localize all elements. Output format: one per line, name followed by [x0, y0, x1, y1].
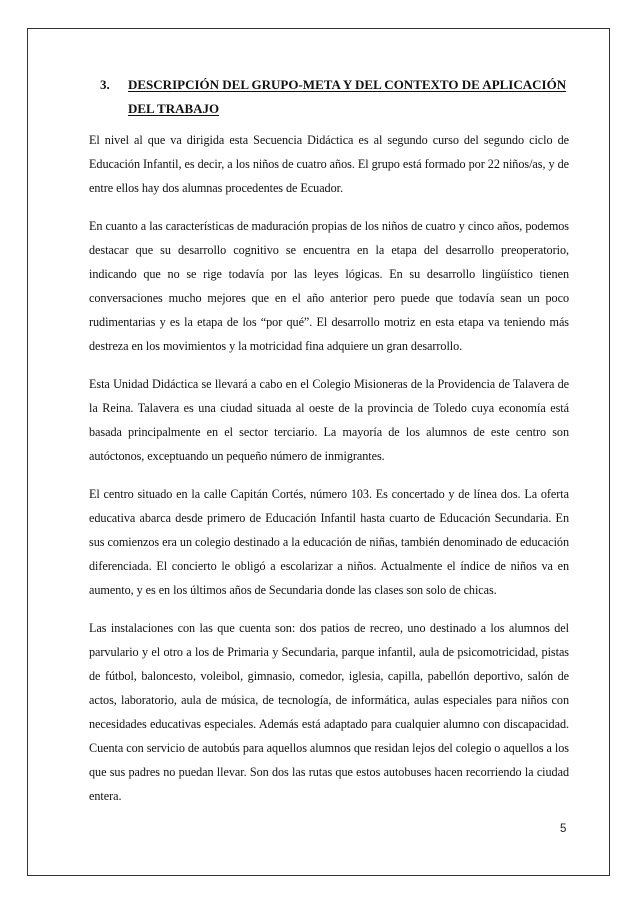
paragraph-school-profile: El centro situado en la calle Capitán Cortés, número 103. Es concertado y de línea dos. La oferta educativa abarca desde primero de Educación Infantil hasta cuarto de Educación Secundaria. En sus comienzos era un colegio destinado a la educación de niñas, también denominado de educación diferenciada. El concierto le obligó a escolarizar a niños. Actualmente el índice de niños va en aumento, y es en los últimos años de Secundaria donde las clases son solo de chicas.: [89, 487, 569, 597]
paragraph-target-group: El nivel al que va dirigida esta Secuencia Didáctica es al segundo curso del segundo ciclo de Educación Infantil, es decir, a los niños de cuatro años. El grupo está formado por 22 niños/as, y de entre ellos hay dos alumnas procedentes de Ecuador.: [89, 133, 569, 195]
section-number: 3.: [100, 77, 110, 92]
paragraph-facilities: Las instalaciones con las que cuenta son: dos patios de recreo, uno destinado a los alumnos del parvulario y el otro a los de Primaria y Secundaria, parque infantil, aula de psicomotricidad, pistas de fútbol, baloncesto, voleibol, gimnasio, comedor, iglesia, capilla, pabellón deportivo, salón de actos, laboratorio, aula de música, de tecnología, de informática, aulas especiales para niños con necesidades educativas especiales. Además está adaptado para cualquier alumno con discapacidad. Cuenta con servicio de autobús para aquellos alumnos que residan lejos del colegio o aquellos a los que sus padres no puedan llevar. Son dos las rutas que estos autobuses hacen recorriendo la ciudad entera.: [89, 621, 569, 803]
page-number: 5: [560, 823, 567, 835]
paragraph-maturation: En cuanto a las características de maduración propias de los niños de cuatro y cinco años, podemos destacar que su desarrollo cognitivo se encuentra en la etapa del desarrollo preoperatorio, indicando que no se rige todavía por las leyes lógicas. En su desarrollo lingüístico tienen conversaciones mucho mejores que en el año anterior pero puede que todavía sean un poco rudimentarias y es la etapa de los “por qué”. El desarrollo motriz en esta etapa va teniendo más destreza en los movimientos y la motricidad fina adquiere un gran desarrollo.: [89, 219, 569, 353]
paragraph-school-location: Esta Unidad Didáctica se llevará a cabo en el Colegio Misioneras de la Providencia de Talavera de la Reina. Talavera es una ciudad situada al oeste de la provincia de Toledo cuya economía está basada principalmente en el sector terciario. La mayoría de los alumnos de este centro son autóctonos, exceptuando un pequeño número de inmigrantes.: [89, 377, 569, 463]
body-text: [89, 128, 569, 822]
section-heading: [100, 73, 575, 121]
section-title: DESCRIPCIÓN DEL GRUPO-META Y DEL CONTEXTO DE APLICACIÓN DEL TRABAJO: [128, 77, 567, 116]
